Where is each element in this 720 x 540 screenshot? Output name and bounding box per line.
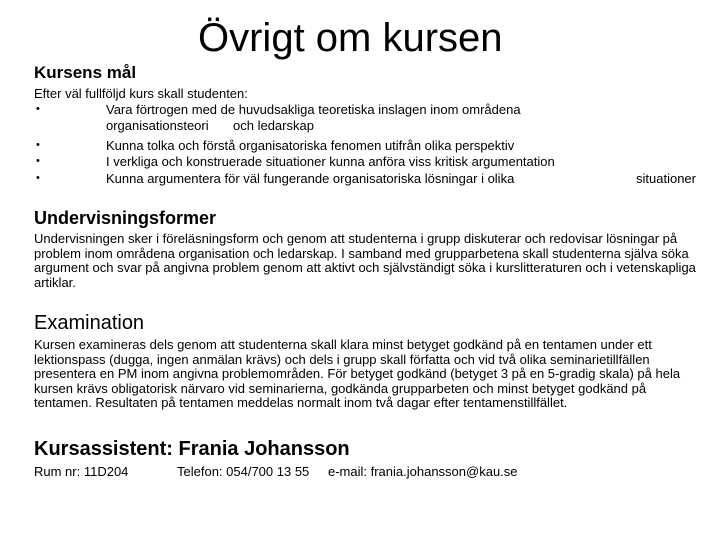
course-goals-list	[0, 102, 720, 192]
teaching-heading: Undervisningsformer	[34, 208, 217, 228]
bullet-icon: •	[36, 139, 40, 151]
bullet-icon: •	[36, 103, 40, 115]
room-number: Rum nr: 11D204	[34, 464, 129, 479]
goal-text-trailing: situationer	[636, 171, 696, 186]
page-title: Övrigt om kursen	[198, 16, 503, 60]
examination-text: Kursen examineras dels genom att studenterna skall klara minst betyget godkänd på en tentamen under ett lektionspass (dugga, ingen anmälan krävs) och dels i grupp skall författa och vid två olika seminarietillfällen presentera en PM inom angivna problemområden. För betyget godkänd (betyget 3 på en 5-gradig skala) på hela kursen krävs obligatorisk närvaro vid seminarierna, godkända grupparbeten och minst betyget godkänd på tentamen. Resultaten på tentamen meddelas normalt inom två dagar efter tentamenstillfället.	[34, 337, 681, 411]
course-goals-heading: Kursens mål	[34, 63, 137, 82]
course-goals-intro: Efter väl fullföljd kurs skall studenten:	[34, 86, 248, 101]
goal-text-continued: organisationsteori	[106, 117, 209, 133]
course-assistant-heading: Kursassistent: Frania Johansson	[34, 438, 350, 460]
teaching-text: Undervisningen sker i föreläsningsform och genom att studenterna i grupp diskuterar och redovisar lösningar på problem inom områdena organisation och ledarskap. I samband med grupparbetena skall studenterna själva söka argument och svar på angivna problem genom att aktivt och självständigt söka i kurslitteraturen och i vetenskapliga artiklar.	[34, 231, 696, 290]
goal-text: Vara förtrogen med de huvudsakliga teoretiska inslagen inom områdena	[106, 102, 521, 117]
goal-text: Kunna tolka och förstå organisatoriska fenomen utifrån olika perspektiv	[106, 138, 515, 153]
goal-text: I verkliga och konstruerade situationer kunna anföra viss kritisk argumentation	[106, 154, 555, 169]
goal-text: Kunna argumentera för väl fungerande organisatoriska lösningar i olika	[106, 171, 515, 186]
bullet-icon: •	[36, 155, 40, 167]
goal-text-continued-2: och ledarskap	[233, 117, 314, 133]
email-address: e-mail: frania.johansson@kau.se	[328, 464, 518, 479]
examination-heading: Examination	[34, 312, 145, 334]
bullet-icon: •	[36, 172, 40, 184]
phone-number: Telefon: 054/700 13 55	[177, 464, 310, 479]
